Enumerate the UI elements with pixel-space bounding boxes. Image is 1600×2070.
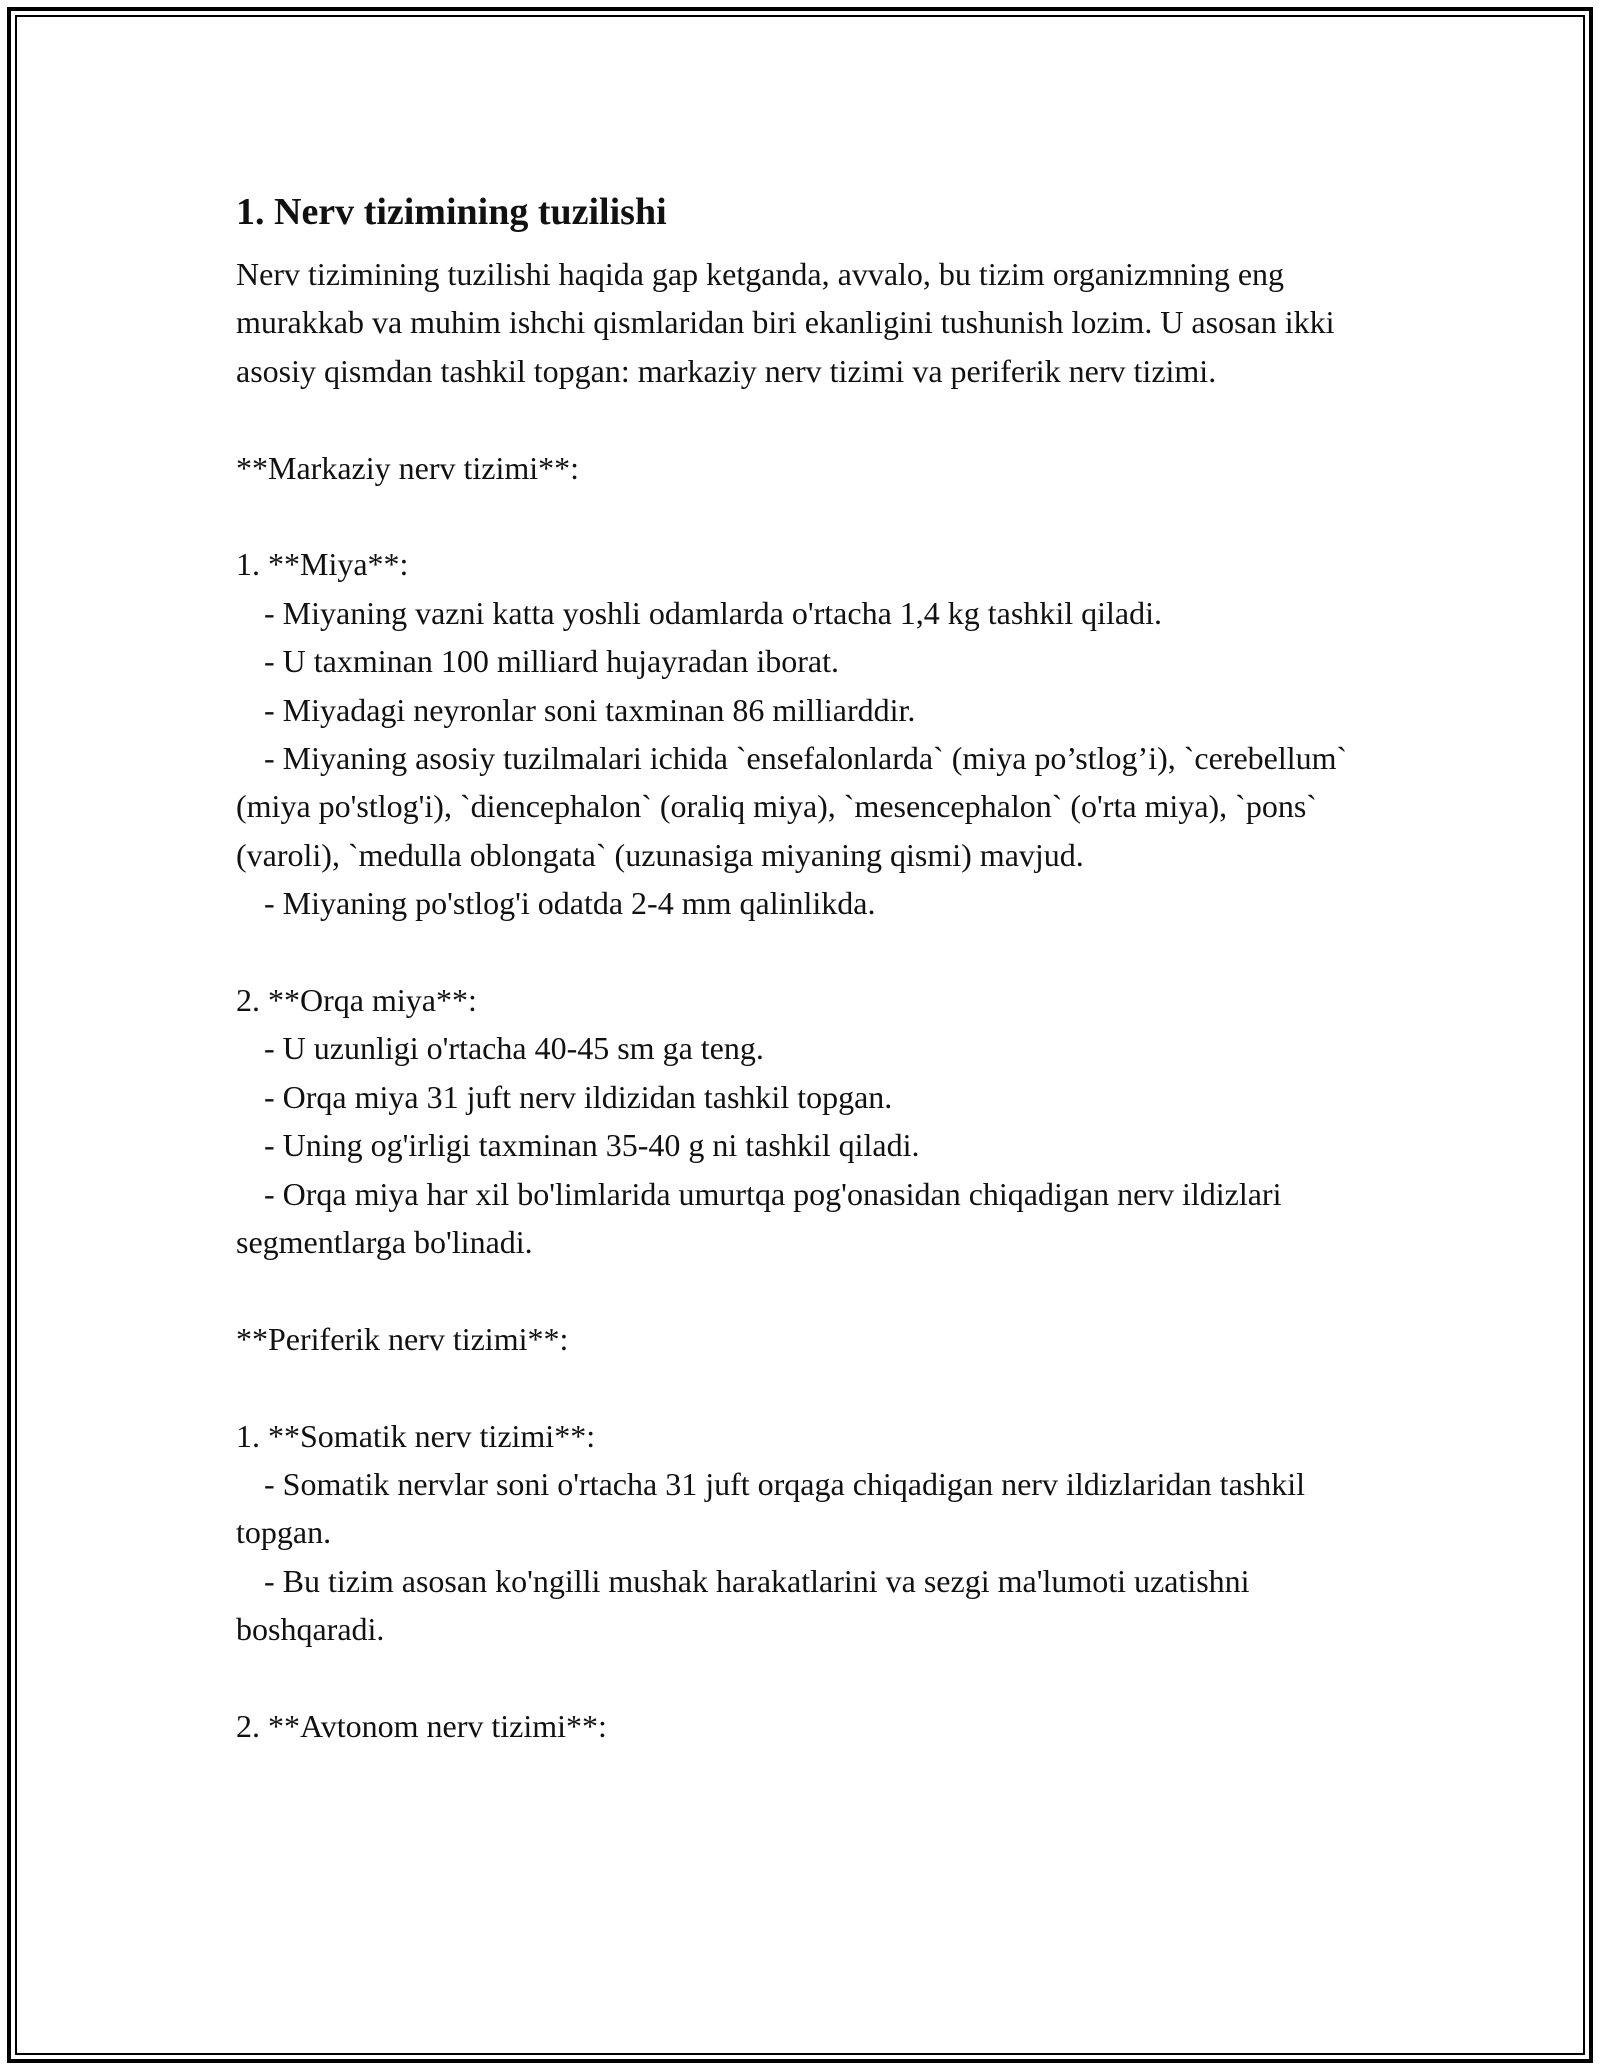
list-item: - Orqa miya 31 juft nerv ildizidan tashkil topgan.	[264, 1078, 893, 1115]
section-title: 1. Nerv tizimining tuzilishi	[236, 191, 667, 233]
spacer	[236, 928, 1376, 976]
list-item	[236, 1460, 1376, 1557]
spacer	[236, 492, 1376, 540]
list-item-text: - Somatik nervlar soni o'rtacha 31 juft orqaga chiqadigan nerv ildizlaridan tashkil topgan.	[236, 1466, 1305, 1551]
list-item: - U uzunligi o'rtacha 40-45 sm ga teng.	[264, 1030, 764, 1067]
peripheral-nervous-system-heading: **Periferik nerv tizimi**:	[236, 1320, 569, 1357]
document-body	[236, 186, 1376, 1751]
list-item-text: - Bu tizim asosan ko'ngilli mushak harakatlarini va sezgi ma'lumoti uzatishni boshqaradi.	[236, 1562, 1250, 1648]
list-item: - Miyaning vazni katta yoshli odamlarda o'rtacha 1,4 kg tashkil qiladi.	[264, 594, 1162, 631]
somatic-heading: 1. **Somatik nerv tizimi**:	[236, 1417, 596, 1454]
list-item: - U taxminan 100 milliard hujayradan iborat.	[264, 643, 839, 680]
spacer	[236, 1266, 1376, 1314]
central-nervous-system-heading: **Markaziy nerv tizimi**:	[236, 449, 580, 486]
autonomic-heading: 2. **Avtonom nerv tizimi**:	[236, 1708, 607, 1745]
list-item: - Miyaning po'stlog'i odatda 2-4 mm qalinlikda.	[264, 885, 876, 922]
list-item: - Miyadagi neyronlar soni taxminan 86 milliarddir.	[264, 691, 916, 728]
spacer	[236, 1654, 1376, 1702]
spacer	[236, 395, 1376, 443]
list-item	[236, 1170, 1376, 1267]
list-item	[236, 1557, 1376, 1654]
list-item: - Uning og'irligi taxminan 35-40 g ni tashkil qiladi.	[264, 1127, 920, 1164]
list-item-text: - Miyaning asosiy tuzilmalari ichida `ensefalonlarda` (miya po’stlog’i), `cerebellum` (miya po'stlog'i), `diencephalon` (oraliq miya), `mesencephalon` (o'rta miya), `pons` (varoli), `medulla oblongata` (uzunasiga miyaning qismi) mavjud.	[236, 740, 1348, 873]
intro-paragraph: Nerv tizimining tuzilishi haqida gap ketganda, avvalo, bu tizim organizmning eng murakkab va muhim ishchi qismlaridan biri ekanligini tushunish lozim. U asosan ikki asosiy qismdan tashkil topgan: markaziy nerv tizimi va periferik nerv tizimi.	[236, 256, 1335, 389]
brain-heading: 1. **Miya**:	[236, 546, 409, 583]
list-item-text: - Orqa miya har xil bo'limlarida umurtqa pog'onasidan chiqadigan nerv ildizlari segmentlarga bo'linadi.	[236, 1175, 1282, 1261]
spinal-cord-heading: 2. **Orqa miya**:	[236, 982, 477, 1019]
spacer	[236, 1363, 1376, 1411]
list-item	[236, 734, 1376, 879]
